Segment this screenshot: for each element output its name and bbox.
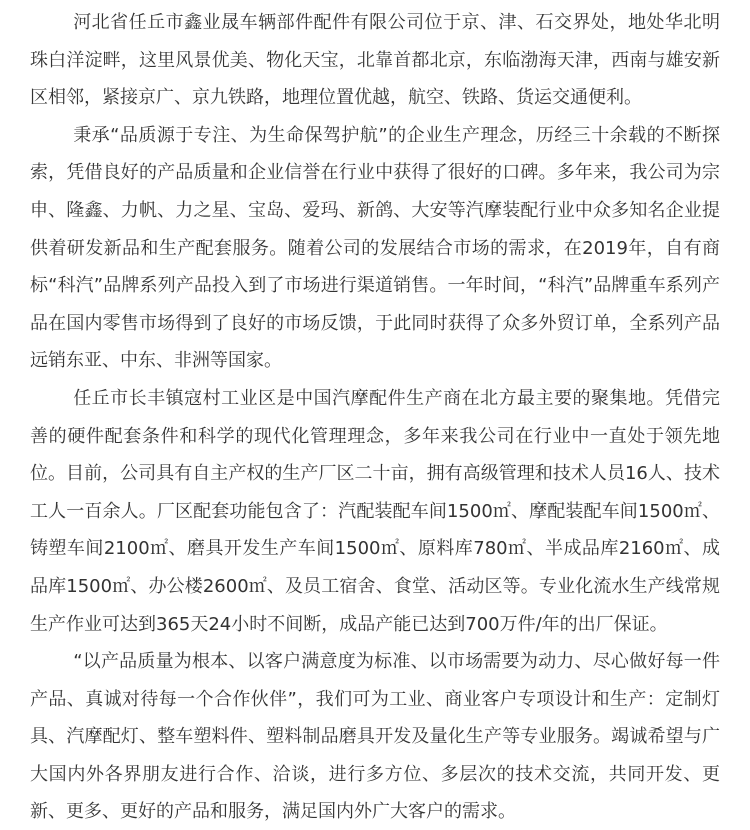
paragraph-quality-commitment: “以产品质量为根本、以客户满意度为标准、以市场需要为动力、尽心做好每一件产品、真诚对待每一个合作伙伴”，我们可为工业、商业客户专项设计和生产：定制灯具、汽摩配灯、整车塑料件、塑料制品磨具开发及量化生产等专业服务。竭诚希望与广大国内外各界朋友进行合作、洽谈，进行多方位、多层次的技术交流，共同开发、更新、更多、更好的产品和服务，满足国内外广大客户的需求。 [30, 651, 720, 823]
paragraph-factory-facilities: 任丘市长丰镇寇村工业区是中国汽摩配件生产商在北方最主要的聚集地。凭借完善的硬件配套条件和科学的现代化管理理念，多年来我公司在行业中一直处于领先地位。目前，公司具有自主产权的生产厂区二十亩，拥有高级管理和技术人员16人、技术工人一百余人。厂区配套功能包含了：汽配装配车间1500㎡、摩配装配车间1500㎡、铸塑车间2100㎡、磨具开发生产车间1500㎡、原料库780㎡、半成品库2160㎡、成品库1500㎡、办公楼2600㎡、及员工宿舍、食堂、活动区等。专业化流水生产线常规生产作业可达到365天24小时不间断，成品产能已达到700万件/年的出厂保证。 [30, 387, 720, 635]
paragraph-company-location: 河北省任丘市鑫业晟车辆部件配件有限公司位于京、津、石交界处，地处华北明珠白洋淀畔，这里风景优美、物化天宝，北靠首都北京，东临渤海天津，西南与雄安新区相邻，紧接京广、京九铁路，地理位置优越，航空、铁路、货运交通便利。 [30, 12, 720, 109]
paragraph-company-philosophy-brand: 秉承“品质源于专注、为生命保驾护航”的企业生产理念，历经三十余载的不断探索，凭借良好的产品质量和企业信誉在行业中获得了很好的口碑。多年来，我公司为宗申、隆鑫、力帆、力之星、宝岛、爱玛、新鸽、大安等汽摩装配行业中众多知名企业提供着研发新品和生产配套服务。随着公司的发展结合市场的需求，在2019年，自有商标“科汽”品牌系列产品投入到了市场进行渠道销售。一年时间，“科汽”品牌重车系列产品在国内零售市场得到了良好的市场反馈，于此同时获得了众多外贸订单，全系列产品远销东亚、中东、非洲等国家。 [30, 124, 720, 372]
